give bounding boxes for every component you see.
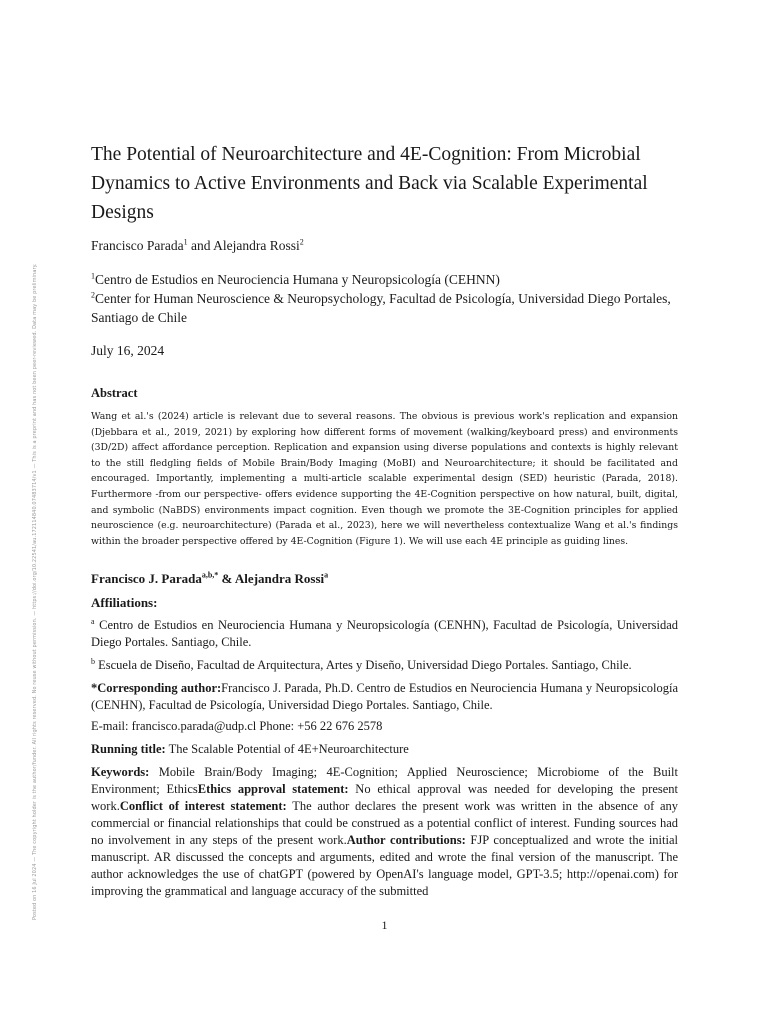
author-list — [91, 238, 304, 254]
affiliation-text: Centro de Estudios en Neurociencia Humana y Neuropsicología (CEHNN) — [95, 272, 500, 287]
running-title — [91, 741, 678, 758]
running-title-label: Running title: — [91, 742, 166, 756]
author-sup: a — [324, 570, 329, 580]
corresponding-author — [91, 680, 678, 714]
affiliation-sup: 1 — [91, 271, 95, 281]
affiliation-text: Escuela de Diseño, Facultad de Arquitectura, Artes y Diseño, Universidad Diego Portales. Santiago, Chile. — [95, 658, 632, 672]
title-page-details — [91, 570, 678, 904]
publication-date: July 16, 2024 — [91, 343, 165, 358]
abstract-heading: Abstract — [91, 386, 138, 400]
page-number: 1 — [381, 918, 388, 932]
author-conj: and — [187, 238, 214, 253]
running-title-text: The Scalable Potential of 4E+Neuroarchitecture — [165, 742, 409, 756]
author-sup: 2 — [299, 237, 304, 247]
author-name: Francisco Parada — [91, 238, 184, 253]
contact-info: E-mail: francisco.parada@udp.cl Phone: +56 22 676 2578 — [91, 719, 383, 733]
author-name: Alejandra Rossi — [234, 571, 325, 586]
keywords-paragraph — [91, 764, 678, 900]
corresponding-label: *Corresponding author: — [91, 681, 222, 695]
author-sup: 1 — [183, 237, 188, 247]
preprint-notice: Posted on 16 Jul 2024 — The copyright holder is the author/funder. All rights reserved. No reuse without permission. — https://doi.org/10.22541/au.172114840.07483714/v1 — This is a preprint and has not been peer-reviewed. Data may be preliminary. — [32, 263, 38, 920]
affiliation-b — [91, 657, 678, 674]
contributions-label: Author contributions: — [346, 833, 466, 847]
paper-title: The Potential of Neuroarchitecture and 4E-Cognition: From Microbial Dynamics to Active Environments and Back via Scalable Experimental Designs — [91, 144, 648, 223]
author-name: Alejandra Rossi — [213, 238, 300, 253]
ethics-text: No ethical approval was needed for developing the present work. — [91, 782, 679, 813]
corresponding-text: Francisco J. Parada, Ph.D. Centro de Estudios en Neurociencia Humana y Neuropsicología (CENHN), Facultad de Psicología, Universidad Diego Portales. Santiago, Chile. — [91, 681, 678, 712]
author-sup: a,b,* — [201, 570, 219, 580]
affiliation-text: Center for Human Neuroscience & Neuropsychology, Facultad de Psicología, Universidad Diego Portales, Santiago de Chile — [91, 291, 671, 325]
author-conj: & — [218, 571, 235, 586]
affiliation-text: Centro de Estudios en Neurociencia Humana y Neuropsicología (CENHN), Facultad de Psicología, Universidad Diego Portales. Santiago, Chile. — [91, 618, 678, 649]
affiliation-sup: 2 — [91, 290, 95, 300]
abstract-text: Wang et al.'s (2024) article is relevant due to several reasons. The obvious is previous work's replication and expansion (Djebbara et al., 2019, 2021) by exploring how different forms of movement (walking/keyboard press) and environments (3D/2D) affect affordance perception. Replication and expansion using diverse populations and contexts is highly relevant to the still fledgling fields of Mobile Brain/Body Imaging (MoBI) and Neuroarchitecture; it should be facilitated and encouraged. Importantly, implementing a multi-article scalable experimental design (SED) heuristic (Parada, 2018). Furthermore -from our perspective- offers evidence supporting the 4E-Cognition perspective on how natural, built, digital, and symbolic (NaBDS) environments impact cognition. Even though we promote the 3E-Cognition principles for applied neuroscience (e.g. neuroarchitecture) (Parada et al., 2023), here we will nevertheless contextualize Wang et al.'s findings within the broader perspective offered by 4E-Cognition (Figure 1). We will use each 4E principle as guiding lines. — [91, 411, 678, 547]
contributions-text: FJP conceptualized and wrote the initial manuscript. AR discussed the concepts and arguments, edited and wrote the final version of the manuscript. The author acknowledges the use of chatGPT (powered by OpenAI's language model, GPT-3.5; http://openai.com) for improving the grammatical and language accuracy of the submitted — [91, 833, 678, 898]
affiliations-heading: Affiliations: — [91, 595, 158, 610]
affiliation-item — [91, 289, 691, 327]
preprint-sidebar — [29, 130, 41, 920]
coi-text: The author declares the present work was written in the absence of any commercial or financial relationships that could be construed as a potential conflict of interest. Funding sources had no involvement in any steps of the present work. — [91, 799, 678, 847]
coi-label: Conflict of interest statement: — [119, 799, 287, 813]
affiliation-a — [91, 617, 678, 651]
ethics-label: Ethics approval statement: — [197, 782, 349, 796]
affiliation-sup: b — [91, 656, 95, 666]
keywords-text: Mobile Brain/Body Imaging; 4E-Cognition; Applied Neuroscience; Microbiome of the Built Environment; Ethics — [91, 765, 678, 796]
author-line — [91, 570, 678, 587]
affiliation-sup: a — [91, 616, 95, 626]
author-name: Francisco J. Parada — [91, 571, 202, 586]
affiliation-item — [91, 270, 691, 289]
affiliation-list — [91, 270, 691, 327]
keywords-label: Keywords: — [91, 765, 150, 779]
